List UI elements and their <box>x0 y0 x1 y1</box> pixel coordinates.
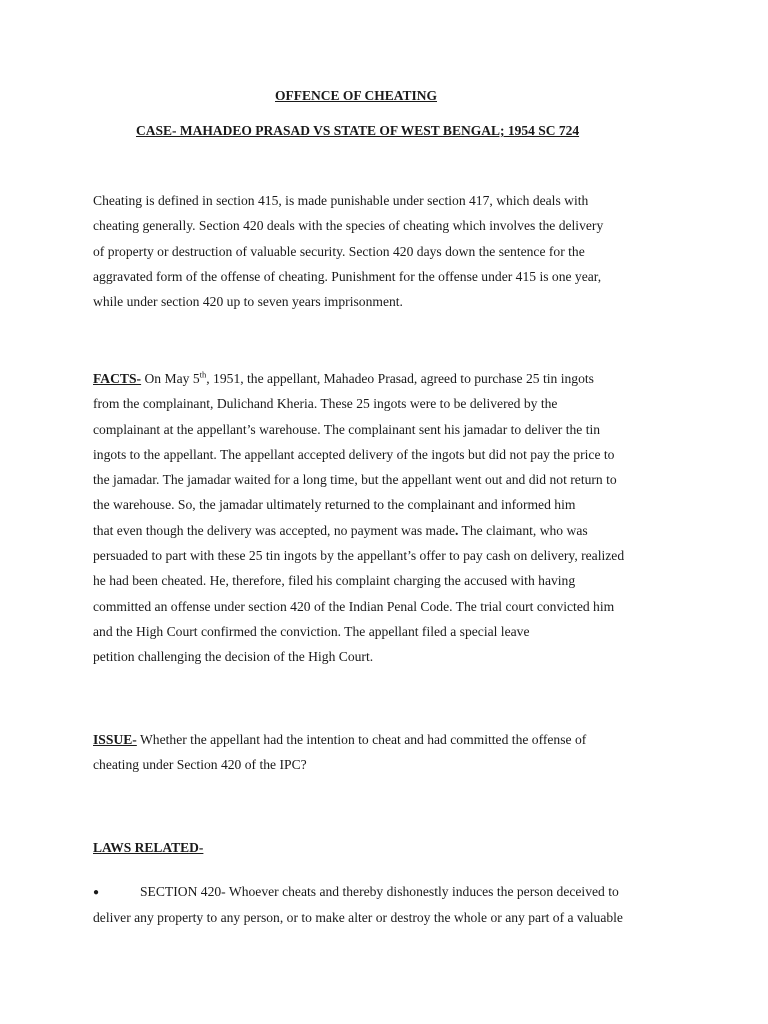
facts-line: the warehouse. So, the jamadar ultimately returned to the complainant and informed him <box>93 497 576 513</box>
facts-line: from the complainant, Dulichand Kheria. These 25 ingots were to be delivered by the <box>93 396 558 412</box>
bullet-icon: ● <box>93 887 100 898</box>
laws-heading: LAWS RELATED- <box>93 840 204 855</box>
issue-text: Whether the appellant had the intention to cheat and had committed the offense of <box>136 732 587 747</box>
facts-text: On May 5 <box>141 371 200 386</box>
facts-line: and the High Court confirmed the conviction. The appellant filed a special leave <box>93 623 530 639</box>
issue-first-line <box>93 727 693 752</box>
laws-line: deliver any property to any person, or to make alter or destroy the whole or any part of a valuable <box>93 910 623 926</box>
facts-line: committed an offense under section 420 of the Indian Penal Code. The trial court convicted him <box>93 598 615 614</box>
laws-first-line <box>93 879 693 905</box>
issue-line: cheating under Section 420 of the IPC? <box>93 757 307 773</box>
facts-first-line <box>93 366 693 391</box>
facts-payment-line <box>93 518 693 543</box>
issue-heading: ISSUE- <box>93 732 137 747</box>
intro-line: Cheating is defined in section 415, is made punishable under section 417, which deals with <box>93 193 589 208</box>
facts-line: persuaded to part with these 25 tin ingots by the appellant’s offer to pay cash on delivery, realized <box>93 548 625 564</box>
facts-line: he had been cheated. He, therefore, filed his complaint charging the accused with having <box>93 573 576 589</box>
facts-line: petition challenging the decision of the High Court. <box>93 649 374 665</box>
facts-superscript: th <box>199 369 207 380</box>
intro-line: aggravated form of the offense of cheating. Punishment for the offense under 415 is one year, <box>93 268 602 284</box>
document-title: OFFENCE OF CHEATING <box>275 88 438 103</box>
facts-line: complainant at the appellant’s warehouse. The complainant sent his jamadar to deliver the tin <box>93 421 601 437</box>
issue-paragraph <box>93 727 693 778</box>
facts-paragraph <box>93 366 693 670</box>
facts-line: ingots to the appellant. The appellant accepted delivery of the ingots but did not pay the price to <box>93 446 615 462</box>
intro-line: while under section 420 up to seven years imprisonment. <box>93 294 403 310</box>
facts-text: that even though the delivery was accepted, no payment was made <box>93 522 455 538</box>
laws-text: SECTION 420- Whoever cheats and thereby dishonestly induces the person deceived to <box>140 884 619 899</box>
facts-text: The claimant, who was <box>458 522 588 538</box>
intro-line: cheating generally. Section 420 deals with the species of cheating which involves the delivery <box>93 218 604 234</box>
laws-paragraph <box>93 879 693 931</box>
facts-bold-period: . <box>455 522 459 538</box>
case-heading: CASE- MAHADEO PRASAD VS STATE OF WEST BENGAL; 1954 SC 724 <box>136 123 580 138</box>
facts-line: the jamadar. The jamadar waited for a long time, but the appellant went out and did not return to <box>93 472 617 488</box>
intro-paragraph <box>93 188 693 314</box>
intro-line: of property or destruction of valuable security. Section 420 days down the sentence for the <box>93 243 585 259</box>
facts-heading: FACTS- <box>93 371 142 386</box>
facts-text: , 1951, the appellant, Mahadeo Prasad, agreed to purchase 25 tin ingots <box>206 371 594 386</box>
